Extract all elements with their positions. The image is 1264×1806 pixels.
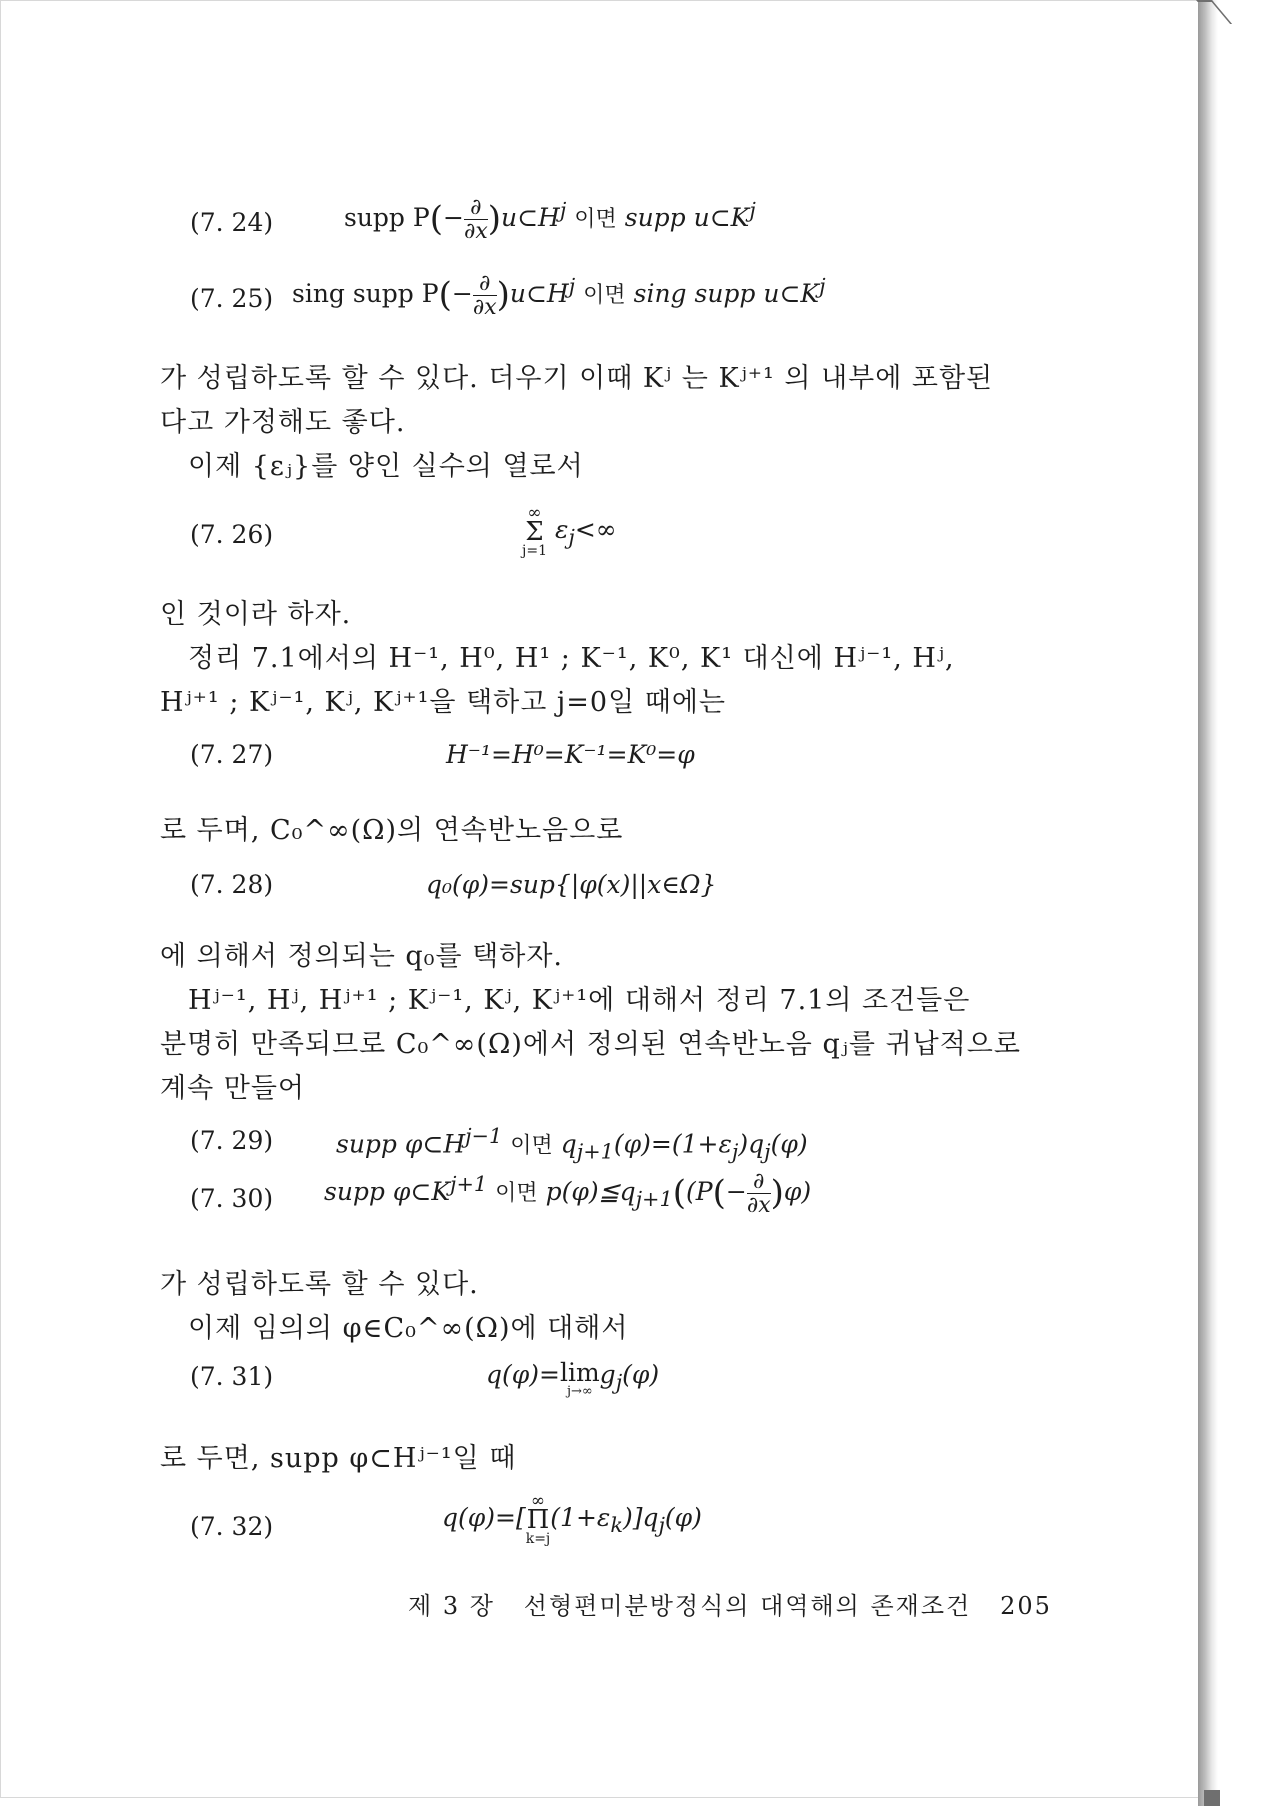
paragraph-line: 가 성립하도록 할 수 있다. bbox=[160, 1269, 479, 1300]
paragraph-line: 로 두면, supp φ⊂Hʲ⁻¹일 때 bbox=[160, 1443, 517, 1474]
eq-7-30-label: (7. 30) bbox=[190, 1184, 274, 1213]
footer-chapter-title: 선형편미분방정식의 대역해의 존재조건 bbox=[523, 1592, 972, 1620]
page-corner-bottom bbox=[1204, 1790, 1220, 1806]
eq-7-27-label: (7. 27) bbox=[190, 740, 274, 769]
eq-7-25-label: (7. 25) bbox=[190, 284, 274, 313]
paragraph-line: 이제 임의의 φ∈C₀^∞(Ω)에 대해서 bbox=[188, 1313, 629, 1344]
eq-7-28-body: q₀(φ)=sup{|φ(x)||x∈Ω} bbox=[426, 870, 717, 899]
paragraph-line: 가 성립하도록 할 수 있다. 더우기 이때 Kʲ 는 Kʲ⁺¹ 의 내부에 포함된 bbox=[160, 363, 994, 394]
eq-7-24-body: supp P(− $\frac{\partial}{\partial x}$ )$u\subset H^j$ 이면 supp $u\subset K^j$ bbox=[344, 195, 756, 245]
paragraph-line: 이제 {εⱼ}를 양인 실수의 열로서 bbox=[188, 451, 584, 482]
paragraph-line: 에 의해서 정의되는 q₀를 택하자. bbox=[160, 941, 564, 972]
eq-7-30-body: supp $\varphi\subset K^{j+1}$ 이면 $p(\varphi)≦q_{j+1}((P(-$ $\frac{\partial}{\partial x}$ )φ) bbox=[324, 1169, 812, 1219]
paragraph-line: 로 두며, C₀^∞(Ω)의 연속반노음으로 bbox=[160, 815, 624, 846]
eq-7-32-label: (7. 32) bbox=[190, 1512, 274, 1541]
eq-7-27-body: H⁻¹=H⁰=K⁻¹=K⁰=φ bbox=[446, 740, 695, 769]
eq-7-25-body: sing supp P(− $\frac{\partial}{\partial x}$ )$u\subset H^j$ 이면 sing supp $u\subset K^j$ bbox=[292, 271, 826, 321]
page-edge-shadow bbox=[1198, 0, 1218, 1806]
eq-7-29-body: supp $\varphi\subset H^{j-1}$ 이면 $q_{j+1}(\varphi)=(1+\varepsilon_j)q_j(\varphi)$ bbox=[336, 1124, 808, 1164]
paragraph-line: 인 것이라 하자. bbox=[160, 599, 352, 630]
eq-7-31-body: q(φ)= lim j→∞ $g_j(\varphi)$ bbox=[486, 1358, 660, 1399]
eq-7-24-lhs: supp P bbox=[344, 203, 430, 233]
paragraph-line: Hʲ⁻¹, Hʲ, Hʲ⁺¹ ; Kʲ⁻¹, Kʲ, Kʲ⁺¹에 대해서 정리 7.1의 조건들은 bbox=[188, 985, 971, 1016]
running-footer bbox=[408, 1586, 1052, 1621]
eq-7-29-label: (7. 29) bbox=[190, 1126, 274, 1155]
eq-7-24-derivative: $\frac{\partial}{\partial x}$ bbox=[463, 195, 488, 245]
paragraph-line: 정리 7.1에서의 H⁻¹, H⁰, H¹ ; K⁻¹, K⁰, K¹ 대신에 Hʲ⁻¹, Hʲ, bbox=[188, 643, 955, 674]
eq-7-24-label: (7. 24) bbox=[190, 208, 274, 237]
eq-7-26-label: (7. 26) bbox=[190, 520, 274, 549]
footer-chapter: 제 3 장 bbox=[408, 1592, 495, 1620]
eq-7-31-label: (7. 31) bbox=[190, 1362, 274, 1391]
page-number: 205 bbox=[1000, 1592, 1052, 1620]
eq-7-28-label: (7. 28) bbox=[190, 870, 274, 899]
paragraph-line: Hʲ⁺¹ ; Kʲ⁻¹, Kʲ, Kʲ⁺¹을 택하고 j=0일 때에는 bbox=[160, 687, 726, 718]
paragraph-line: 다고 가정해도 좋다. bbox=[160, 407, 406, 438]
eq-7-32-body: q(φ)=[ ∞ Π k=j $(1+\varepsilon_k)]q_j(\varphi)$ bbox=[442, 1491, 702, 1547]
eq-7-26-body: ∞ Σ j=1 $\varepsilon_j<\infty$ bbox=[522, 503, 617, 559]
paragraph-line: 계속 만들어 bbox=[160, 1073, 305, 1104]
paragraph-line: 분명히 만족되므로 C₀^∞(Ω)에서 정의된 연속반노음 qⱼ를 귀납적으로 bbox=[160, 1029, 1021, 1060]
